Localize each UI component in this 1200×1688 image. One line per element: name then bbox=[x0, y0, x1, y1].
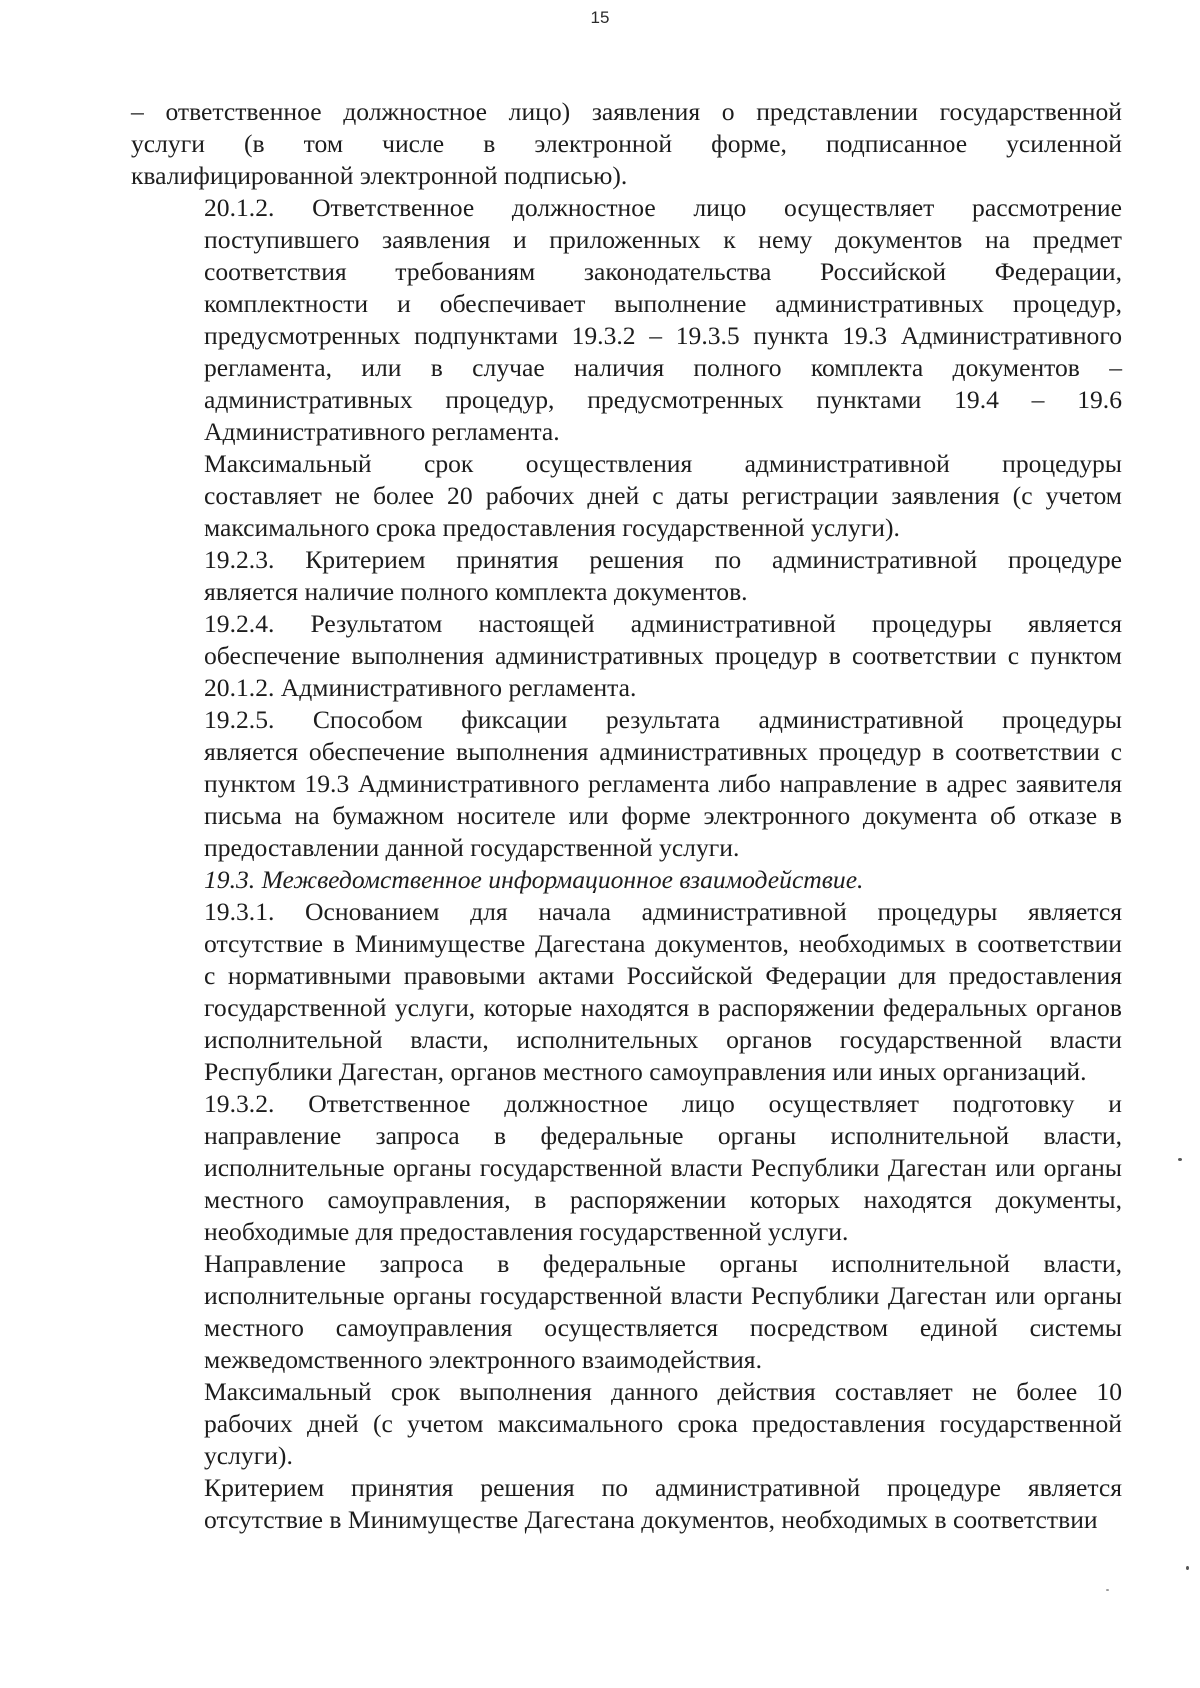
scan-speck bbox=[1106, 1589, 1109, 1591]
text-line: комплектности и обеспечивает выполнение административных процедур, bbox=[204, 289, 1122, 318]
text-line: регламента, или в случае наличия полного комплекта документов – bbox=[204, 353, 1122, 382]
text-line: 19.2.3. Критерием принятия решения по административной процедуре bbox=[204, 545, 1122, 574]
text-line: 19.3. Межведомственное информационное взаимодействие. bbox=[204, 865, 864, 894]
text-line: государственной услуги, которые находятся в распоряжении федеральных органов bbox=[204, 993, 1122, 1022]
text-line: предоставлении данной государственной услуги. bbox=[204, 833, 740, 862]
paragraph-p-19-3-heading bbox=[131, 864, 1122, 896]
text-line: местного самоуправления осуществляется посредством единой системы bbox=[204, 1313, 1122, 1342]
text-line: услуги (в том числе в электронной форме, подписанное усиленной bbox=[131, 129, 1122, 158]
text-line: предусмотренных подпунктами 19.3.2 – 19.3.5 пункта 19.3 Административного bbox=[204, 321, 1122, 350]
text-line: максимального срока предоставления государственной услуги). bbox=[204, 513, 900, 542]
text-line: 19.3.2. Ответственное должностное лицо осуществляет подготовку и bbox=[204, 1089, 1122, 1118]
text-line: исполнительные органы государственной власти Республики Дагестан или органы bbox=[204, 1153, 1122, 1182]
text-line: исполнительной власти, исполнительных органов государственной власти bbox=[204, 1025, 1122, 1054]
paragraph-p-19-2-4 bbox=[131, 608, 1122, 704]
text-line: Административного регламента. bbox=[204, 417, 560, 446]
paragraph-p-request-direction bbox=[131, 1248, 1122, 1376]
text-line: Направление запроса в федеральные органы исполнительной власти, bbox=[204, 1249, 1122, 1278]
paragraph-p-19-2-5 bbox=[131, 704, 1122, 864]
paragraph-p-max-term-2 bbox=[131, 1376, 1122, 1472]
text-line: является обеспечение выполнения административных процедур в соответствии с bbox=[204, 737, 1122, 766]
text-line: 19.2.5. Способом фиксации результата административной процедуры bbox=[204, 705, 1122, 734]
text-line: Максимальный срок осуществления административной процедуры bbox=[204, 449, 1122, 478]
paragraph-p-max-term-1 bbox=[131, 448, 1122, 544]
text-line: с нормативными правовыми актами Российской Федерации для предоставления bbox=[204, 961, 1122, 990]
text-line: услуги). bbox=[204, 1441, 293, 1470]
text-line: обеспечение выполнения административных процедур в соответствии с пунктом bbox=[204, 641, 1122, 670]
document-body bbox=[131, 96, 1122, 1536]
paragraph-p-criterion bbox=[131, 1472, 1122, 1536]
text-line: 19.2.4. Результатом настоящей административной процедуры является bbox=[204, 609, 1122, 638]
text-line: – ответственное должностное лицо) заявления о представлении государственной bbox=[131, 97, 1122, 126]
text-line: поступившего заявления и приложенных к нему документов на предмет bbox=[204, 225, 1122, 254]
text-line: отсутствие в Минимуществе Дагестана документов, необходимых в соответствии bbox=[204, 929, 1122, 958]
scan-speck bbox=[1186, 1566, 1189, 1570]
text-line: Критерием принятия решения по административной процедуре является bbox=[204, 1473, 1122, 1502]
text-line: письма на бумажном носителе или форме электронного документа об отказе в bbox=[204, 801, 1122, 830]
text-line: межведомственного электронного взаимодействия. bbox=[204, 1345, 762, 1374]
text-line: Максимальный срок выполнения данного действия составляет не более 10 bbox=[204, 1377, 1122, 1406]
text-line: необходимые для предоставления государственной услуги. bbox=[204, 1217, 849, 1246]
text-line: 20.1.2. Ответственное должностное лицо осуществляет рассмотрение bbox=[204, 193, 1122, 222]
text-line: 19.3.1. Основанием для начала административной процедуры является bbox=[204, 897, 1122, 926]
text-line: составляет не более 20 рабочих дней с даты регистрации заявления (с учетом bbox=[204, 481, 1122, 510]
paragraph-p-continuation bbox=[131, 96, 1122, 192]
text-line: местного самоуправления, в распоряжении которых находятся документы, bbox=[204, 1185, 1122, 1214]
text-line: направление запроса в федеральные органы исполнительной власти, bbox=[204, 1121, 1122, 1150]
text-line: является наличие полного комплекта документов. bbox=[204, 577, 748, 606]
text-line: соответствия требованиям законодательства Российской Федерации, bbox=[204, 257, 1122, 286]
page-number: 15 bbox=[590, 8, 610, 27]
paragraph-p-19-3-1 bbox=[131, 896, 1122, 1088]
text-line: рабочих дней (с учетом максимального срока предоставления государственной bbox=[204, 1409, 1122, 1438]
text-line: отсутствие в Минимуществе Дагестана документов, необходимых в соответствии bbox=[204, 1505, 1098, 1534]
paragraph-p-19-2-3 bbox=[131, 544, 1122, 608]
text-line: Республики Дагестан, органов местного самоуправления или иных организаций. bbox=[204, 1057, 1087, 1086]
text-line: пунктом 19.3 Административного регламента либо направление в адрес заявителя bbox=[204, 769, 1122, 798]
text-line: исполнительные органы государственной власти Республики Дагестан или органы bbox=[204, 1281, 1122, 1310]
text-line: 20.1.2. Административного регламента. bbox=[204, 673, 637, 702]
paragraph-p-20-1-2 bbox=[131, 192, 1122, 448]
text-line: квалифицированной электронной подписью). bbox=[131, 161, 628, 190]
text-line: административных процедур, предусмотренных пунктами 19.4 – 19.6 bbox=[204, 385, 1122, 414]
scan-speck bbox=[1178, 1158, 1182, 1161]
paragraph-p-19-3-2 bbox=[131, 1088, 1122, 1248]
